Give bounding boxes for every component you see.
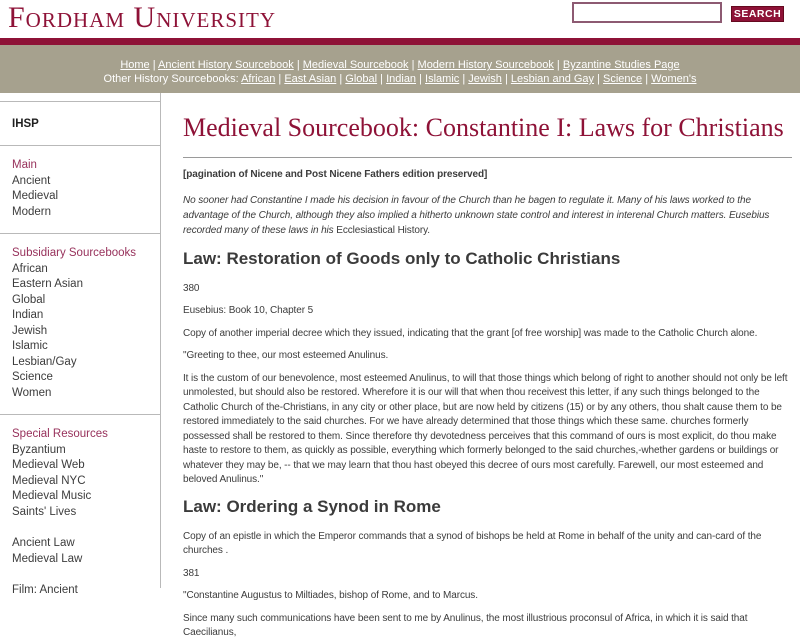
- sidebar-link[interactable]: Jewish: [12, 324, 48, 337]
- sidebar-link[interactable]: African: [12, 262, 48, 275]
- sidebar-link[interactable]: Medieval: [12, 190, 59, 202]
- sidebar-section-main: [0, 146, 160, 234]
- sidebar-link[interactable]: Medieval NYC: [12, 474, 86, 487]
- nav-link[interactable]: Indian: [386, 73, 417, 85]
- nav-link[interactable]: Science: [603, 73, 643, 85]
- separator: |: [594, 73, 604, 85]
- law1-source-line: Eusebius: Book 10, Chapter 5: [183, 305, 314, 316]
- nav-link[interactable]: Lesbian and Gay: [510, 73, 595, 85]
- law2-summary: Copy of an epistle in which the Emperor commands that a synod of bishops be held at Rome in behalf of the unity and can-card of the churches .: [183, 530, 762, 556]
- sidebar-link[interactable]: Medieval Law: [12, 552, 83, 565]
- nav-link[interactable]: Global: [345, 73, 378, 85]
- law1-heading: Law: Restoration of Goods only to Catholic Christians: [183, 248, 621, 268]
- sidebar-link[interactable]: Science: [12, 371, 53, 383]
- sidebar-subsidiary-links: [12, 262, 154, 402]
- separator: |: [336, 73, 346, 85]
- sidebar: [0, 93, 161, 596]
- sidebar-section-title-subsidiary[interactable]: Subsidiary Sourcebooks: [12, 247, 137, 259]
- nav-line-secondary-links: [241, 73, 696, 85]
- sidebar-section-title-main[interactable]: Main: [12, 159, 37, 171]
- separator: |: [459, 73, 469, 85]
- nav-line-primary: [0, 58, 800, 72]
- separator: |: [293, 59, 303, 71]
- site-header: [0, 0, 800, 38]
- search-input[interactable]: [572, 2, 722, 23]
- sidebar-link[interactable]: Medieval Music: [12, 490, 92, 502]
- nav-link[interactable]: Jewish: [468, 73, 502, 85]
- sidebar-link[interactable]: Ancient: [12, 174, 51, 187]
- maroon-divider-bar: [0, 38, 800, 45]
- sidebar-link[interactable]: Medieval Web: [12, 459, 85, 471]
- top-navigation: [0, 45, 800, 93]
- nav-line-secondary-prefix: Other History Sourcebooks:: [103, 73, 239, 85]
- nav-link[interactable]: Medieval Sourcebook: [302, 59, 409, 71]
- sidebar-special-links: [12, 443, 154, 521]
- sidebar-section-subsidiary: [0, 234, 160, 415]
- sidebar-main-links: [12, 174, 154, 221]
- page-body: [0, 93, 800, 638]
- nav-link[interactable]: Women's: [651, 73, 697, 85]
- nav-link[interactable]: East Asian: [284, 73, 337, 85]
- sidebar-law-links: [12, 536, 154, 567]
- intro-paragraph: [183, 193, 792, 238]
- sidebar-link[interactable]: Modern: [12, 205, 51, 218]
- law2-body-paragraph: Since many such communications have been sent to me by Anulinus, the most illustrious proconsul of Africa, in which it is said that Caecilianus,: [183, 612, 748, 638]
- sidebar-inner: [0, 101, 160, 612]
- law1-summary: Copy of another imperial decree which they issued, indicating that the grant [of free worship] was made to the Catholic Church alone.: [183, 327, 758, 339]
- nav-link[interactable]: African: [241, 73, 276, 85]
- sidebar-link[interactable]: Indian: [12, 309, 44, 321]
- sidebar-link[interactable]: Byzantium: [12, 443, 66, 456]
- separator: |: [501, 73, 511, 85]
- page-title: Medieval Sourcebook: Constantine I: Laws for Christians: [183, 113, 784, 142]
- nav-link[interactable]: Home: [120, 59, 150, 71]
- separator: |: [149, 59, 159, 71]
- title-divider: [183, 157, 792, 158]
- sidebar-link[interactable]: Islamic: [12, 340, 48, 352]
- nav-line-secondary: [0, 72, 800, 86]
- law1-page-number: 380: [183, 282, 200, 294]
- sidebar-link[interactable]: Lesbian/Gay: [12, 355, 77, 368]
- separator: |: [377, 73, 387, 85]
- separator: |: [416, 73, 426, 85]
- separator: |: [553, 59, 563, 71]
- separator: |: [408, 59, 418, 71]
- nav-link[interactable]: Modern History Sourcebook: [417, 59, 554, 71]
- fordham-wordmark[interactable]: Fordham University: [8, 1, 277, 34]
- law1-greeting: "Greeting to thee, our most esteemed Anulinus.: [183, 350, 389, 361]
- search-button[interactable]: SEARCH: [731, 6, 784, 22]
- law2-page-number: 381: [183, 567, 200, 579]
- intro-book-title: Ecclesiastical History.: [336, 224, 430, 236]
- law2-salutation: "Constantine Augustus to Miltiades, bishop of Rome, and to Marcus.: [183, 590, 478, 601]
- nav-link[interactable]: Byzantine Studies Page: [562, 59, 680, 71]
- nav-link[interactable]: Ancient History Sourcebook: [158, 59, 294, 71]
- sidebar-section-special: [0, 415, 160, 612]
- sidebar-link[interactable]: Ancient Law: [12, 537, 75, 549]
- sidebar-link[interactable]: Global: [12, 293, 46, 306]
- sidebar-link[interactable]: Saints' Lives: [12, 505, 77, 518]
- sidebar-link[interactable]: Women: [12, 386, 52, 399]
- sidebar-film-links: [12, 583, 154, 599]
- sidebar-link[interactable]: Film: Ancient: [12, 584, 78, 596]
- main-content: [161, 93, 800, 638]
- sidebar-link[interactable]: Eastern Asian: [12, 278, 83, 290]
- pagination-note: [pagination of Nicene and Post Nicene Fathers edition preserved]: [183, 169, 488, 180]
- law2-heading: Law: Ordering a Synod in Rome: [183, 496, 441, 516]
- sidebar-brand-ihsp[interactable]: IHSP: [12, 118, 39, 130]
- intro-italic-text: No sooner had Constantine I made his decision in favour of the Church than he bagen to regulate it. Many of his laws worked to the advantage of the Church, although they also implied a hitherto unknown state control and interest in interenal Church matters. Eusebius recorded many of these laws in his: [183, 194, 770, 236]
- law1-body-paragraph: It is the custom of our benevolence, most esteemed Anulinus, to will that those things which belong of right to another should not only be left unmolested, but should also be restored. Wherefore it is our will that when thou receivest this letter, if any such things belonged to the Catholic Church of the-Christians, in any city or other place, but are now held by citizens (15) or by any others, thou shalt cause them to be restored immediately to the said churches. For we have already determined that those things which these same. churches formerly possessed shall be restored to them. Since therefore thy devotedness perceives that this command of ours is most explicit, do thou make haste to restore to them, as quickly as possible, everything which formerly belonged to the said churches,-whether gardens or buildings or whatever they may be, -- that we may learn that thou hast obeyed this decree of ours most carefully. Farewell, our most esteemed and beloved Anulinus.": [183, 372, 788, 485]
- separator: |: [642, 73, 652, 85]
- separator: |: [275, 73, 285, 85]
- nav-link[interactable]: Islamic: [425, 73, 460, 85]
- sidebar-section-title-special[interactable]: Special Resources: [12, 428, 108, 440]
- sidebar-brand-block: [0, 102, 160, 146]
